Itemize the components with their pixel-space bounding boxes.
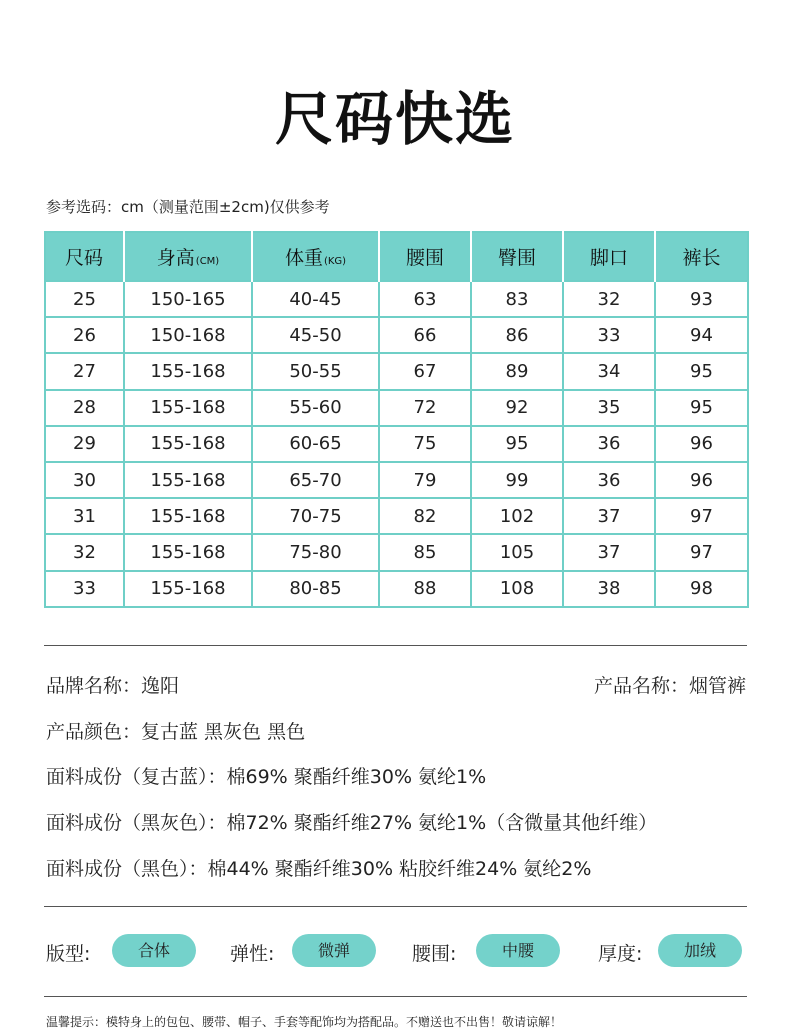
- cell-pants-length: 96: [655, 426, 748, 462]
- cell-height: 155-168: [124, 390, 252, 426]
- cell-waist: 63: [379, 281, 471, 317]
- cell-weight: 70-75: [252, 498, 379, 534]
- cell-weight: 45-50: [252, 317, 379, 353]
- table-header-row: [45, 232, 748, 281]
- cell-pants-length: 97: [655, 498, 748, 534]
- table-row: [45, 281, 748, 317]
- reference-note: 参考选码：cm（测量范围±2cm)仅供参考: [46, 198, 330, 216]
- cell-waist: 66: [379, 317, 471, 353]
- size-chart-table: [44, 231, 749, 608]
- cell-height: 150-165: [124, 281, 252, 317]
- cell-pants-length: 93: [655, 281, 748, 317]
- cell-size: 25: [45, 281, 124, 317]
- cell-leg-opening: 38: [563, 571, 655, 607]
- cell-hip: 108: [471, 571, 563, 607]
- cell-waist: 72: [379, 390, 471, 426]
- cell-leg-opening: 36: [563, 462, 655, 498]
- product-name: 产品名称：烟管裤: [593, 675, 746, 697]
- cell-hip: 86: [471, 317, 563, 353]
- cell-height: 155-168: [124, 571, 252, 607]
- header-leg-opening: 脚口: [563, 232, 655, 281]
- table-row: [45, 571, 748, 607]
- cell-leg-opening: 33: [563, 317, 655, 353]
- header-height: 身高(CM): [124, 232, 252, 281]
- footer-notice: 温馨提示：模特身上的包包、腰带、帽子、手套等配饰均为搭配品。不赠送也不出售！敬请谅解！: [46, 1015, 563, 1029]
- cell-hip: 83: [471, 281, 563, 317]
- header-waist: 腰围: [379, 232, 471, 281]
- cell-size: 31: [45, 498, 124, 534]
- cell-hip: 105: [471, 534, 563, 570]
- table-row: [45, 534, 748, 570]
- cell-leg-opening: 37: [563, 534, 655, 570]
- cell-leg-opening: 37: [563, 498, 655, 534]
- divider: [44, 996, 747, 997]
- elasticity-badge: 微弹: [292, 934, 376, 967]
- cell-leg-opening: 35: [563, 390, 655, 426]
- cell-size: 28: [45, 390, 124, 426]
- cell-size: 32: [45, 534, 124, 570]
- thickness-badge: 加绒: [658, 934, 742, 967]
- cell-size: 33: [45, 571, 124, 607]
- cell-height: 155-168: [124, 426, 252, 462]
- cell-size: 26: [45, 317, 124, 353]
- cell-weight: 75-80: [252, 534, 379, 570]
- cell-weight: 50-55: [252, 353, 379, 389]
- fit-badge: 合体: [112, 934, 196, 967]
- cell-hip: 89: [471, 353, 563, 389]
- table-row: [45, 462, 748, 498]
- header-hip: 臀围: [471, 232, 563, 281]
- cell-hip: 92: [471, 390, 563, 426]
- fabric-composition-black: 面料成份（黑色）：棉44% 聚酯纤维30% 粘胶纤维24% 氨纶2%: [46, 858, 592, 880]
- cell-hip: 102: [471, 498, 563, 534]
- cell-size: 30: [45, 462, 124, 498]
- table-row: [45, 317, 748, 353]
- cell-waist: 82: [379, 498, 471, 534]
- cell-hip: 95: [471, 426, 563, 462]
- cell-pants-length: 96: [655, 462, 748, 498]
- cell-weight: 60-65: [252, 426, 379, 462]
- thickness-label: 厚度:: [598, 943, 643, 965]
- cell-pants-length: 94: [655, 317, 748, 353]
- cell-pants-length: 95: [655, 390, 748, 426]
- cell-height: 150-168: [124, 317, 252, 353]
- fabric-composition-blue: 面料成份（复古蓝）：棉69% 聚酯纤维30% 氨纶1%: [46, 766, 487, 788]
- cell-leg-opening: 34: [563, 353, 655, 389]
- cell-weight: 40-45: [252, 281, 379, 317]
- fit-label: 版型:: [46, 943, 91, 965]
- cell-pants-length: 95: [655, 353, 748, 389]
- attributes-row: [46, 934, 746, 968]
- brand-name: 品牌名称：逸阳: [46, 675, 180, 697]
- cell-waist: 67: [379, 353, 471, 389]
- divider: [44, 645, 747, 646]
- elasticity-label: 弹性:: [230, 943, 275, 965]
- cell-weight: 80-85: [252, 571, 379, 607]
- cell-size: 27: [45, 353, 124, 389]
- cell-height: 155-168: [124, 498, 252, 534]
- page-title: 尺码快选: [274, 85, 515, 153]
- cell-waist: 85: [379, 534, 471, 570]
- cell-hip: 99: [471, 462, 563, 498]
- waist-badge: 中腰: [476, 934, 560, 967]
- waist-label: 腰围:: [412, 943, 457, 965]
- cell-height: 155-168: [124, 462, 252, 498]
- cell-size: 29: [45, 426, 124, 462]
- cell-height: 155-168: [124, 353, 252, 389]
- table-row: [45, 390, 748, 426]
- table-row: [45, 426, 748, 462]
- cell-weight: 65-70: [252, 462, 379, 498]
- divider: [44, 906, 747, 907]
- cell-waist: 75: [379, 426, 471, 462]
- table-row: [45, 498, 748, 534]
- header-pants-length: 裤长: [655, 232, 748, 281]
- cell-pants-length: 98: [655, 571, 748, 607]
- cell-weight: 55-60: [252, 390, 379, 426]
- cell-leg-opening: 36: [563, 426, 655, 462]
- cell-leg-opening: 32: [563, 281, 655, 317]
- fabric-composition-gray: 面料成份（黑灰色）：棉72% 聚酯纤维27% 氨纶1%（含微量其他纤维）: [46, 812, 658, 834]
- cell-pants-length: 97: [655, 534, 748, 570]
- table-row: [45, 353, 748, 389]
- product-colors: 产品颜色：复古蓝 黑灰色 黑色: [46, 721, 306, 743]
- cell-waist: 88: [379, 571, 471, 607]
- cell-height: 155-168: [124, 534, 252, 570]
- header-weight: 体重(KG): [252, 232, 379, 281]
- header-size: 尺码: [45, 232, 124, 281]
- cell-waist: 79: [379, 462, 471, 498]
